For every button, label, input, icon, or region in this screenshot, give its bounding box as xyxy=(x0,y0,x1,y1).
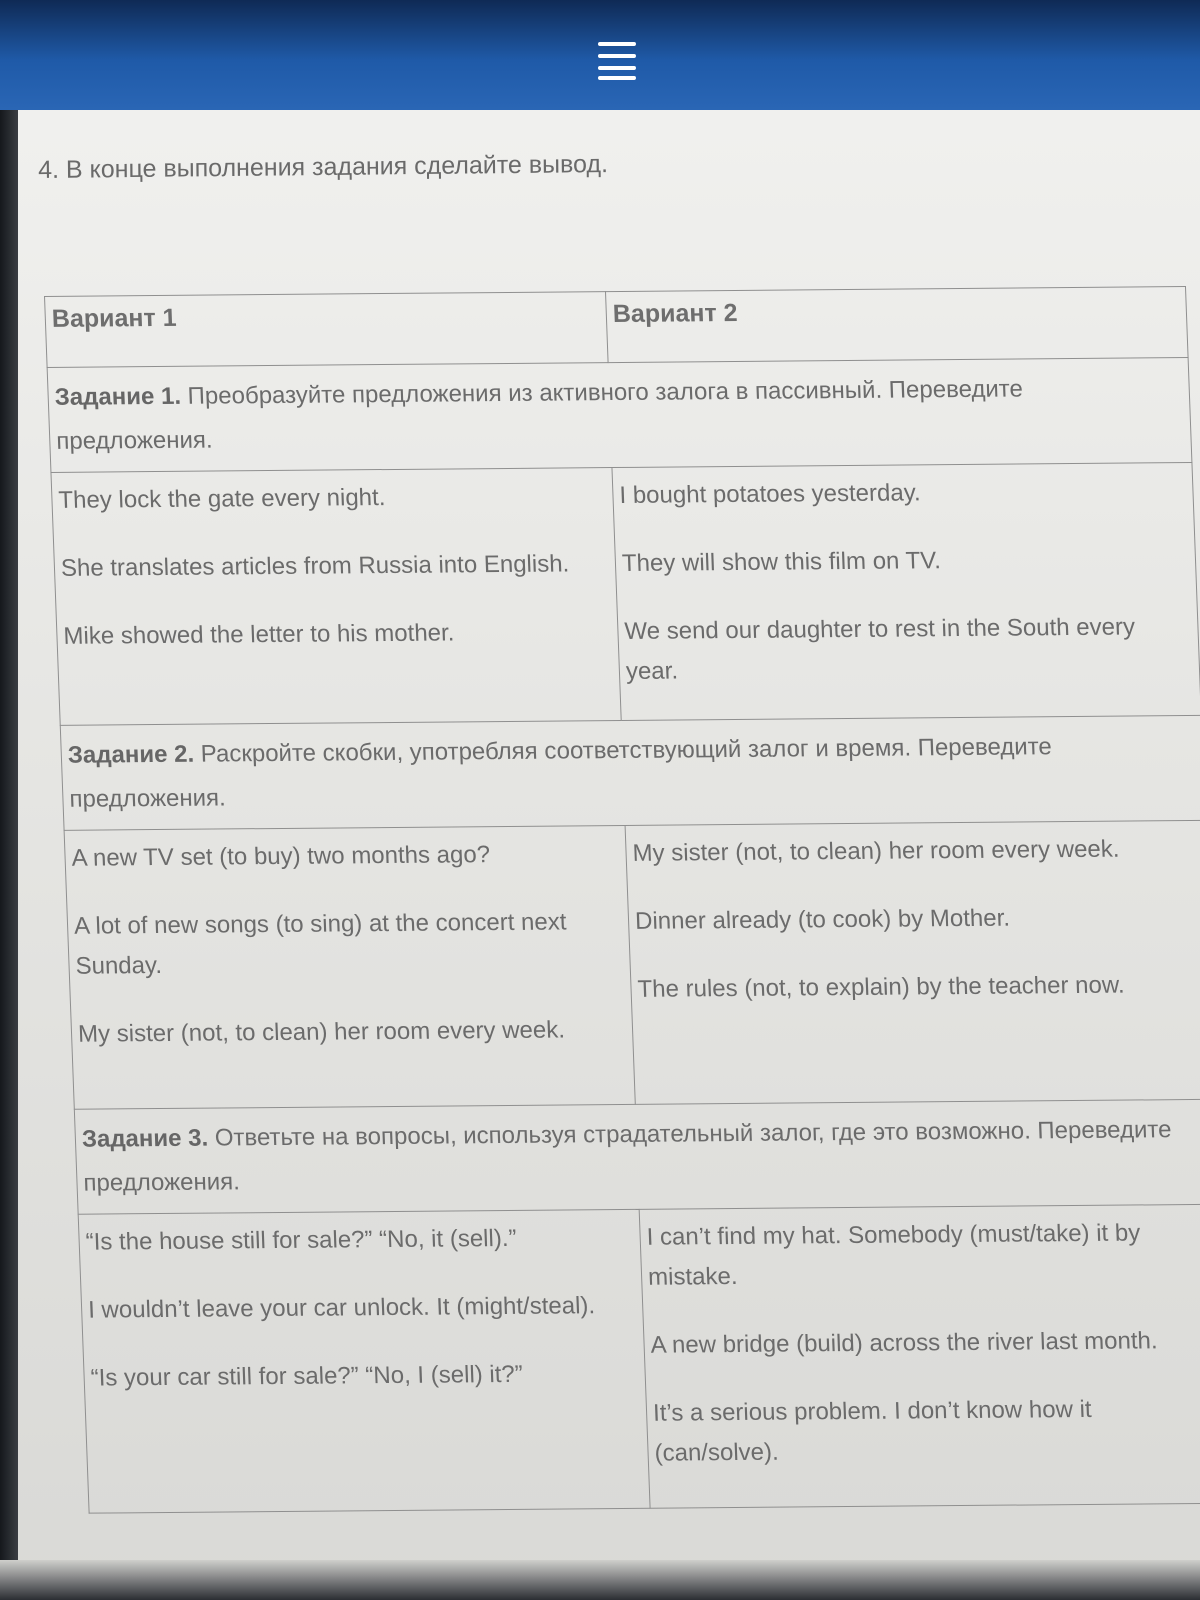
variant2-header: Вариант 2 xyxy=(605,287,1188,363)
task-2-variant1 xyxy=(64,825,635,1109)
task-1-v1-item: Mike showed the letter to his mother. xyxy=(62,619,455,650)
menu-bar-line xyxy=(598,42,636,46)
task-2-v1-item: A new TV set (to buy) two months ago? xyxy=(71,841,491,872)
task-3-v2-item: I can’t find my hat. Somebody (must/take) it by mistake. xyxy=(646,1219,1141,1291)
monitor-bezel-bottom xyxy=(0,1560,1200,1600)
instruction-text: 4. В конце выполнения задания сделайте вывод. xyxy=(38,150,609,184)
task-2-number: Задание 2. xyxy=(67,740,195,769)
task-3-v2-item: A new bridge (build) across the river last month. xyxy=(650,1327,1159,1359)
top-bar xyxy=(0,0,1200,110)
task-2-variant2 xyxy=(625,820,1200,1104)
task-3-v1-item: “Is your car still for sale?” “No, I (sell) it?” xyxy=(90,1360,524,1392)
task-1-v1-item: They lock the gate every night. xyxy=(58,484,386,514)
hamburger-menu-icon[interactable] xyxy=(592,40,648,84)
task-1-v2-item: I bought potatoes yesterday. xyxy=(618,479,922,509)
task-2-v2-item: Dinner already (to cook) by Mother. xyxy=(634,904,1011,935)
task-1-variant2 xyxy=(612,462,1200,720)
task-1-number: Задание 1. xyxy=(54,382,182,411)
task-2-v2-item: The rules (not, to explain) by the teacher now. xyxy=(637,971,1125,1003)
task-3-v2-item: It’s a serious problem. I don’t know how it (can/solve). xyxy=(652,1395,1093,1467)
task-2-instruction xyxy=(60,715,1200,830)
task-1-instruction xyxy=(47,358,1192,473)
task-3-variant2 xyxy=(639,1204,1200,1508)
task-3-text: Ответьте на вопросы, используя страдательный залог, где это возможно. Переведите предложения. xyxy=(83,1116,1172,1197)
task-1-variant1 xyxy=(51,468,621,726)
task-2-v2-item: My sister (not, to clean) her room every week. xyxy=(632,835,1120,867)
menu-bar-line xyxy=(598,76,636,80)
task-3-variant1 xyxy=(78,1209,650,1513)
task-3-number: Задание 3. xyxy=(81,1124,209,1153)
task-1-v2-item: We send our daughter to rest in the South every year. xyxy=(623,613,1136,685)
task-1-v2-item: They will show this film on TV. xyxy=(621,547,942,577)
task-2-text: Раскройте скобки, употребляя соответствующий залог и время. Переведите предложения. xyxy=(68,733,1053,813)
task-2-v1-item: My sister (not, to clean) her room every week. xyxy=(77,1016,566,1048)
task-3-v1-item: “Is the house still for sale?” “No, it (sell).” xyxy=(85,1224,517,1256)
menu-bar-line xyxy=(598,54,636,58)
menu-bar-line xyxy=(598,66,636,70)
task-1-text: Преобразуйте предложения из активного залога в пассивный. Переведите предложения. xyxy=(55,375,1024,455)
monitor-bezel-left xyxy=(0,110,18,1600)
task-2-v1-item: A lot of new songs (to sing) at the concert next Sunday. xyxy=(73,908,567,980)
task-3-v1-item: I wouldn’t leave your car unlock. It (might/steal). xyxy=(87,1292,596,1324)
task-1-v1-item: She translates articles from Russia into English. xyxy=(60,550,570,582)
variant1-header: Вариант 1 xyxy=(45,292,609,368)
task-3-instruction xyxy=(74,1099,1200,1214)
assignment-table xyxy=(44,286,1200,1514)
